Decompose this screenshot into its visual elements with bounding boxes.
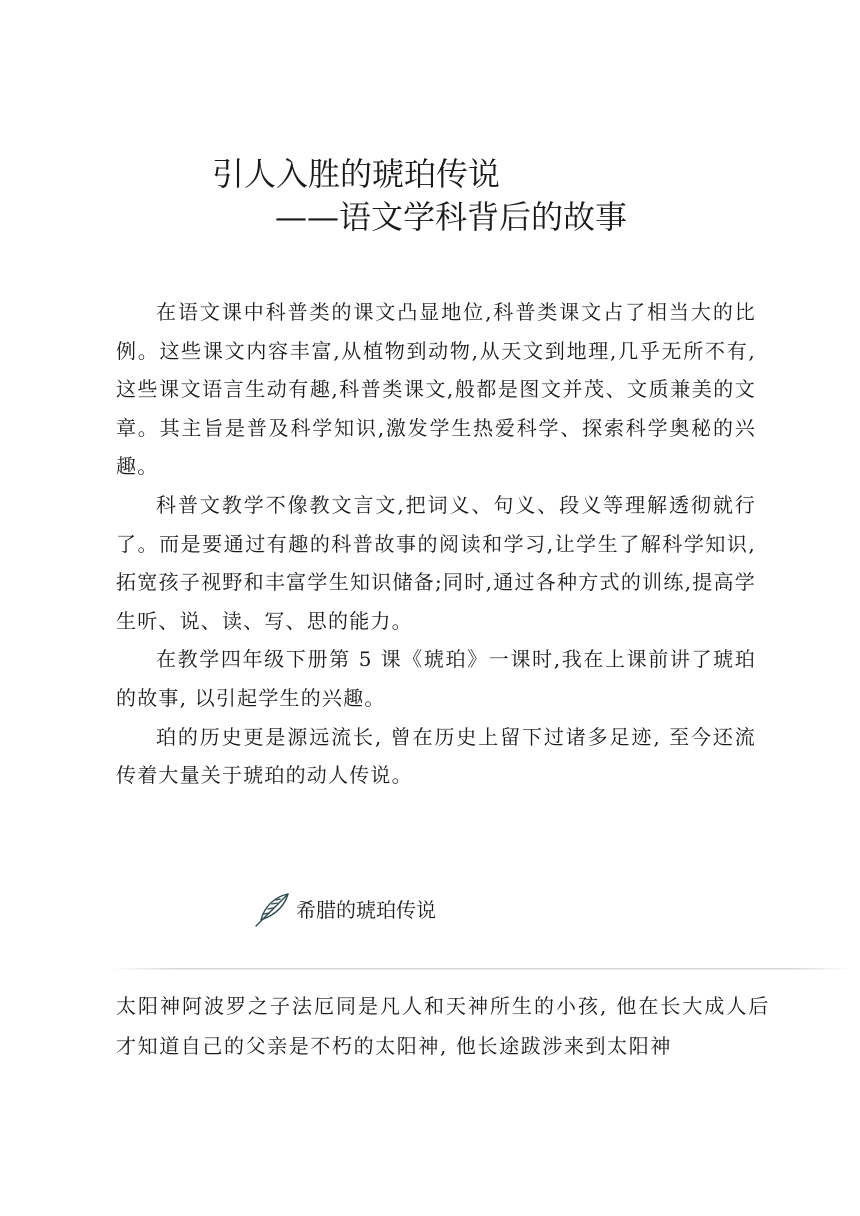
paragraph: 在教学四年级下册第 5 课《琥珀》一课时,我在上课前讲了琥珀的故事, 以引起学生的兴趣。 bbox=[116, 647, 756, 710]
section-body bbox=[116, 986, 770, 1066]
paragraph: 科普文教学不像教文言文,把词义、句义、段义等理解透彻就行了。而是要通过有趣的科普故事的阅读和学习,让学生了解科学知识,拓宽孩子视野和丰富学生知识储备;同时,通过各种方式的训练,提高学生听、说、读、写、思的能力。 bbox=[116, 492, 756, 633]
paragraph: 太阳神阿波罗之子法厄同是凡人和天神所生的小孩, 他在长大成人后才知道自己的父亲是不朽的太阳神, 他长途跋涉来到太阳神 bbox=[116, 994, 770, 1058]
paragraph: 在语文课中科普类的课文凸显地位,科普类课文占了相当大的比例。这些课文内容丰富,从植物到动物,从天文到地理,几乎无所不有,这些课文语言生动有趣,科普类课文,般都是图文并茂、文质兼美的文章。其主旨是普及科学知识,激发学生热爱科学、探索科学奥秘的兴趣。 bbox=[116, 300, 756, 479]
feather-icon bbox=[252, 890, 292, 930]
section-title: 希腊的琥珀传说 bbox=[296, 898, 436, 922]
body-text bbox=[116, 293, 756, 795]
title-main: 引人入胜的琥珀传说 bbox=[212, 155, 501, 193]
section-divider bbox=[112, 967, 852, 971]
section-heading bbox=[252, 890, 436, 930]
title-subtitle: ——语文学科背后的故事 bbox=[275, 198, 628, 236]
paragraph: 珀的历史更是源远流长, 曾在历史上留下过诸多足迹, 至今还流传着大量关于琥珀的动人传说。 bbox=[116, 724, 756, 788]
